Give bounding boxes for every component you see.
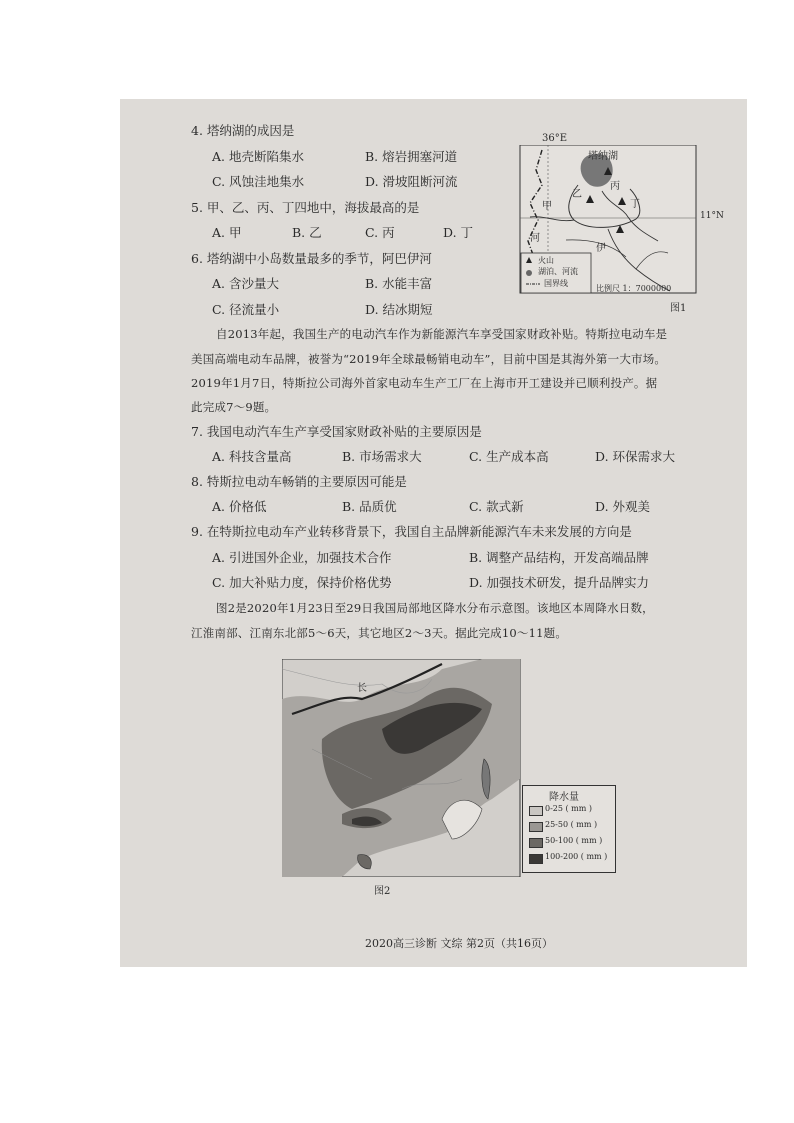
question-5-option-b: B. 乙 [292,225,322,240]
question-5-stem: 5. 甲、乙、丙、丁四地中，海拔最高的是 [191,200,420,215]
question-6-option-a: A. 含沙量大 [212,276,279,291]
figure-1-legend-border: 国界线 [544,279,568,288]
figure-2-legend-label-1: 0-25 ( mm ) [545,804,593,813]
question-4-option-b: B. 熔岩拥塞河道 [365,149,458,164]
passage-1-line-3: 2019年1月7日，特斯拉公司海外首家电动车生产工厂在上海市开工建设并已顺利投产。据 [191,376,658,390]
question-9-stem: 9. 在特斯拉电动车产业转移背景下，我国自主品牌新能源汽车未来发展的方向是 [191,524,632,539]
passage-2-line-2: 江淮南部、江南东北部5～6天，其它地区2～3天。据此完成10～11题。 [191,626,568,640]
figure-2-legend [522,785,616,873]
question-7-option-c: C. 生产成本高 [469,449,549,464]
question-7-stem: 7. 我国电动汽车生产享受国家财政补贴的主要原因是 [191,424,482,439]
figure-2-legend-label-4: 100-200 ( mm ) [545,852,608,861]
question-8-option-c: C. 款式新 [469,499,524,514]
question-4-option-d: D. 滑坡阻断河流 [365,174,458,189]
figure-1-latitude-label: 11°N [700,211,724,221]
figure-2-svg [282,659,522,877]
question-5-option-c: C. 丙 [365,225,395,240]
exam-page [120,99,747,967]
passage-2-line-1: 图2是2020年1月23日至29日我国局部地区降水分布示意图。该地区本周降水日数， [216,601,654,615]
question-8-option-d: D. 外观美 [595,499,651,514]
figure-2-legend-title: 降水量 [549,792,579,803]
figure-2-map [282,659,522,897]
figure-1-legend-volcano: 火山 [538,256,554,265]
figure-1-river-label: 河 [530,233,540,244]
figure-1-map [518,133,724,314]
figure-1-legend-lake-river: 湖泊、河流 [538,267,578,276]
page-footer: 2020高三诊断 文综 第2页（共16页） [365,937,553,950]
question-7-option-a: A. 科技含量高 [212,449,292,464]
figure-1-place-yi: 乙 [572,189,582,200]
question-4-option-c: C. 风蚀洼地集水 [212,174,305,189]
figure-1-longitude-label: 36°E [542,133,568,144]
question-6-option-c: C. 径流量小 [212,302,280,317]
figure-1-city-label: 伊 [596,243,606,254]
figure-1-caption: 图1 [670,303,687,314]
passage-1-line-4: 此完成7～9题。 [191,400,277,414]
figure-2-legend-swatch-3 [529,838,543,848]
figure-1-place-ding: 丁 [630,199,640,210]
figure-1-place-bing: 丙 [610,181,620,192]
question-9-option-b: B. 调整产品结构，开发高端品牌 [469,550,649,565]
passage-1-line-2: 美国高端电动车品牌，被誉为“2019年全球最畅销电动车”，目前中国是其海外第一大市场。 [191,352,667,366]
question-4-option-a: A. 地壳断陷集水 [212,149,304,164]
figure-2-legend-swatch-2 [529,822,543,832]
figure-2-legend-swatch-1 [529,806,543,816]
question-8-option-a: A. 价格低 [212,499,267,514]
question-5-option-d: D. 丁 [443,225,474,240]
figure-2-legend-swatch-4 [529,854,543,864]
figure-2-legend-label-2: 25-50 ( mm ) [545,820,598,829]
question-9-option-a: A. 引进国外企业，加强技术合作 [212,550,392,565]
question-4-stem: 4. 塔纳湖的成因是 [191,123,295,138]
figure-1-place-jia: 甲 [542,201,552,212]
figure-2-legend-label-3: 50-100 ( mm ) [545,836,603,845]
question-5-option-a: A. 甲 [212,225,242,240]
question-6-option-b: B. 水能丰富 [365,276,433,291]
question-7-option-d: D. 环保需求大 [595,449,676,464]
question-9-option-c: C. 加大补贴力度，保持价格优势 [212,575,392,590]
question-6-option-d: D. 结冰期短 [365,302,433,317]
figure-2-river-label: 长 [357,683,367,694]
question-8-option-b: B. 品质优 [342,499,397,514]
question-9-option-d: D. 加强技术研发，提升品牌实力 [469,575,650,590]
question-8-stem: 8. 特斯拉电动车畅销的主要原因可能是 [191,474,407,489]
figure-1-lake-label: 塔纳湖 [588,151,618,162]
question-6-stem: 6. 塔纳湖中小岛数量最多的季节，阿巴伊河 [191,251,432,266]
figure-1-scale: 比例尺 1：7000000 [596,284,672,293]
figure-2-caption: 图2 [374,886,391,897]
question-7-option-b: B. 市场需求大 [342,449,422,464]
passage-1-line-1: 自2013年起，我国生产的电动汽车作为新能源汽车享受国家财政补贴。特斯拉电动车是 [216,327,668,341]
